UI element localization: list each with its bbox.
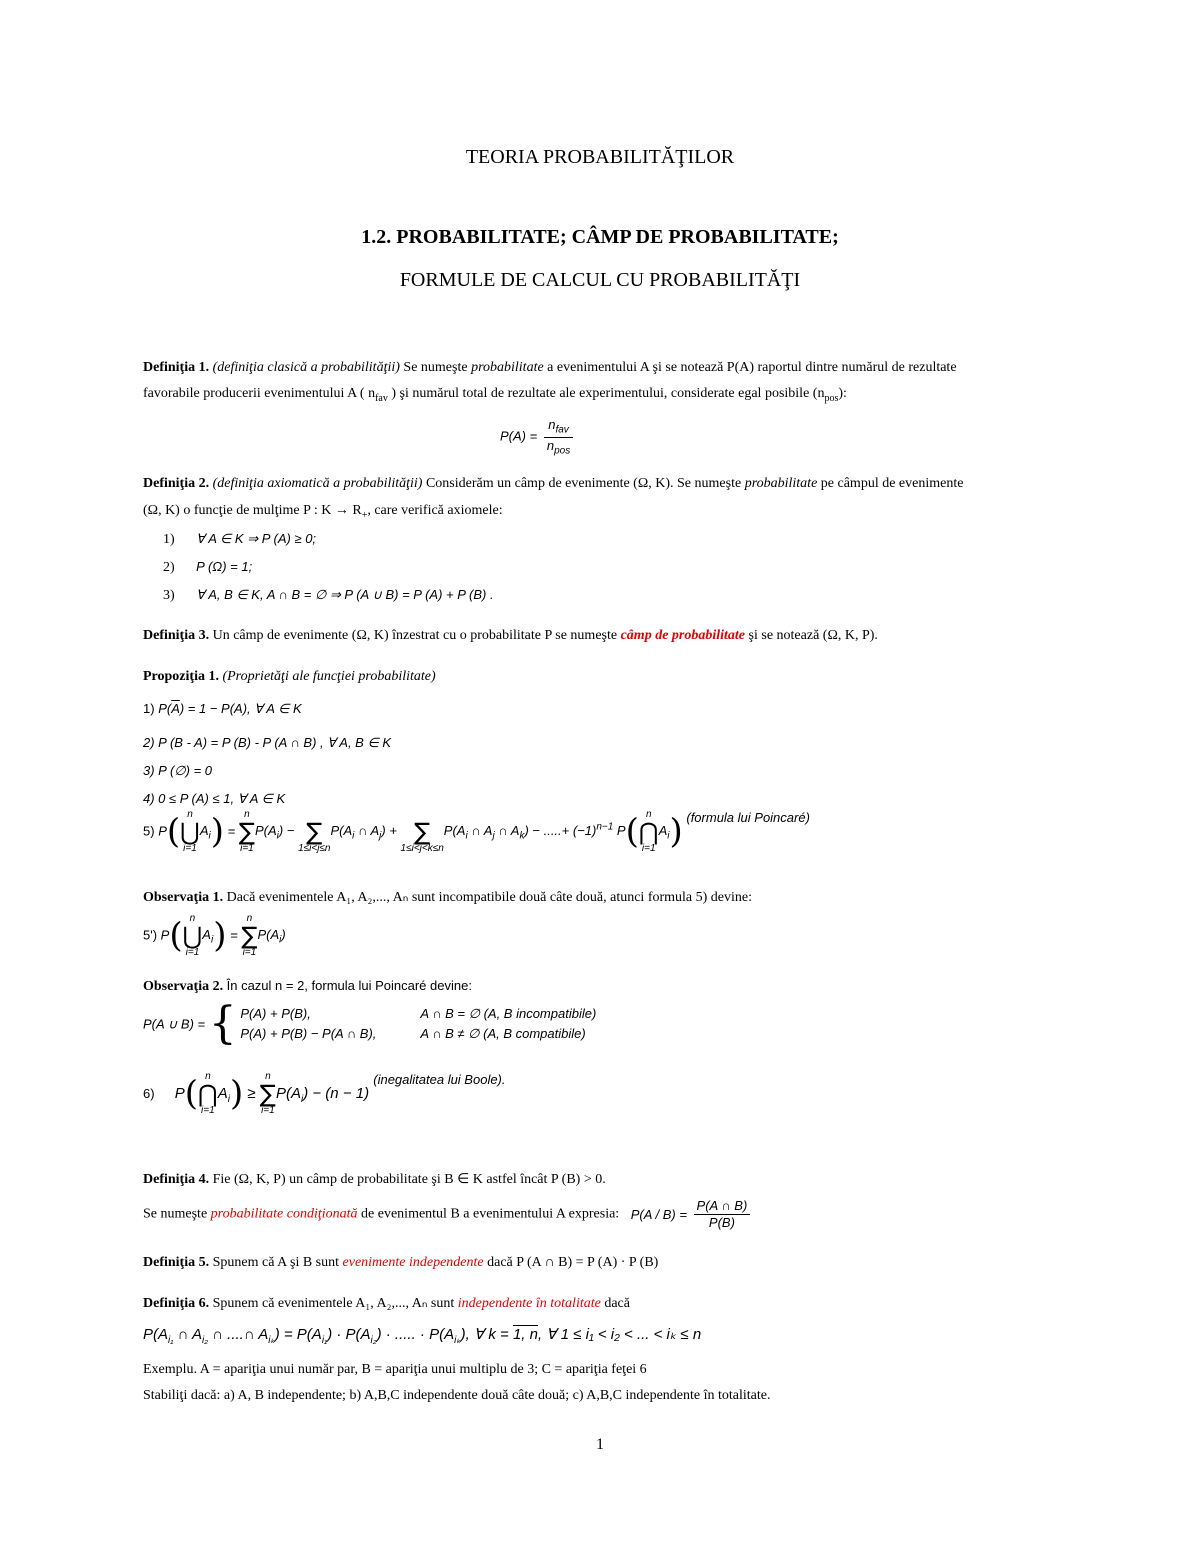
def1-sub-fav: fav — [375, 392, 388, 404]
example-line1: Exemplu. A = apariţia unui număr par, B = apariţia unui multiplu de 3; C = apariţia feţei 6 — [143, 1362, 647, 1377]
def1-sub-pos: pos — [824, 392, 839, 404]
prop1-item1 — [143, 701, 302, 717]
def2-axiom1 — [163, 531, 316, 549]
boole-inequality: 6) P( n ⋂ $i=1A_i) \ge n$ ∑ $i=1P(A_i) - (n - 1)$ (inegalitatea lui Boole). — [143, 1071, 506, 1116]
def4-line2-a: Se numeşte — [143, 1206, 208, 1222]
obs1-formula: 5') P( n ⋃ $i=1A_i) = n$ ∑ $i=1P(A_i)$ — [143, 913, 286, 958]
def1-line2-c: ): — [838, 386, 847, 401]
def1-paren: (definiţia clasică a probabilităţii) — [212, 360, 400, 375]
def2-line2-b: , care verifică axiomele: — [367, 503, 503, 518]
obs2-label: Observaţia 2. — [143, 979, 224, 994]
def2-line1 — [143, 476, 963, 493]
def3-text-a: Un câmp de evenimente (Ω, K) înzestrat cu o probabilitate P se numeşte — [212, 628, 618, 643]
def5-text-b: dacă P (A ∩ B) = P (A) · P (B) — [487, 1255, 659, 1270]
poincare-note: (formula lui Poincaré) — [686, 810, 810, 825]
obs1-label: Observaţia 1. — [143, 890, 224, 905]
section-heading-line1: 1.2. PROBABILITATE; CÂMP DE PROBABILITATE; — [361, 226, 839, 248]
def6-text-a: Spunem că evenimentele A₁, A₂,..., Aₙ sunt — [212, 1296, 455, 1311]
obs2-case1: P(A) + P(B), — [240, 1005, 311, 1021]
prop1-item1-a: P( — [158, 701, 172, 716]
def2-text-a: Considerăm un câmp de evenimente (Ω, K). Se numeşte — [425, 476, 742, 491]
def2-term: probabilitate — [744, 476, 818, 491]
def1-line2 — [143, 386, 847, 405]
def2-axiom2 — [163, 559, 252, 577]
obs2-case1-cond: A ∩ B = ∅ (A, B incompatibile) — [420, 1005, 597, 1021]
def4-text: Fie (Ω, K, P) un câmp de probabilitate şi B ∈ K astfel încât P (B) > 0. — [212, 1172, 606, 1187]
def4-label: Definiţia 4. — [143, 1172, 210, 1187]
def6-formula: $P(A_{i_1}$ ∩ $A_{i_2}$ ∩ ....∩ $A_{i_k}) = P(A_{i_1}) \cdot P(A_{i_2})$ · ..... · $P(A_{i_k})$, ∀ k = 1, n, ∀ 1 ≤ i₁ < i₂ < ... < iₖ ≤ n — [143, 1326, 702, 1346]
obs2-case2-cond: A ∩ B ≠ ∅ (A, B compatibile) — [420, 1026, 586, 1042]
axiom1-number: 1) — [163, 532, 175, 547]
axiom3-text: ∀ A, B ∈ K, A ∩ B = ∅ ⇒ P (A ∪ B) = P (A) + P (B) . — [196, 587, 494, 602]
def6-label: Definiţia 6. — [143, 1296, 210, 1311]
def3-text-b: şi se notează (Ω, K, P). — [748, 628, 878, 643]
def4-term: probabilitate condiţionată — [210, 1206, 358, 1222]
def1-formula-lhs: P(A) = — [500, 428, 538, 444]
def5-text-a: Spunem că A şi B sunt — [212, 1255, 340, 1270]
prop1-item1-num: 1) — [143, 701, 155, 716]
prop1-label: Propoziţia 1. — [143, 669, 219, 684]
def6-formula-c: ) · P(A — [327, 1326, 371, 1343]
def6-formula-b: ) = P(A — [274, 1326, 322, 1343]
def1-term: probabilitate — [471, 360, 544, 375]
def4-formula-num: P(A ∩ B) — [694, 1198, 751, 1215]
obs2-cases — [240, 1004, 596, 1046]
def3-term: câmp de probabilitate — [620, 628, 746, 643]
def1-line2-b: ) şi numărul total de rezultate ale experimentului, considerate egal posibile (n — [391, 386, 825, 401]
prop1-item5-poincare: 5) P( n ⋃ $i=1A_i) = n$ ∑ $i=1P(A_i)$ − ∑ $1\le i<j\le nP(A_i$ ∩ $A_j$) + ∑ $1\le i<j<k\le nP(A_i$ ∩ $A_j$ ∩ $A_k$) − .....+ $(-1)^{n-1}$ P( n ⋂ $i=1A_i$) (formula lui Poincaré) — [143, 809, 810, 854]
axiom3-number: 3) — [163, 588, 175, 603]
axiom2-text: P (Ω) = 1; — [196, 559, 253, 574]
def1-den: n — [546, 437, 555, 453]
prop1-paren: (Proprietăţi ale funcţiei probabilitate) — [222, 669, 436, 684]
def5-label: Definiţia 5. — [143, 1255, 210, 1270]
def4-formula — [630, 1198, 754, 1230]
def6-line — [143, 1296, 630, 1313]
section-heading-line2: FORMULE DE CALCUL CU PROBABILITĂŢI — [399, 269, 801, 291]
obs1-formula-num: 5') — [143, 927, 158, 943]
def6-formula-f: , ∀ 1 ≤ i₁ < i₂ < ... < iₖ ≤ n — [537, 1326, 702, 1343]
def4-line2-b: de evenimentul B a evenimentului A expresia: — [361, 1206, 620, 1222]
def5-term: evenimente independente — [342, 1255, 484, 1270]
example-line2: Stabiliţi dacă: a) A, B independente; b) A,B,C independente două câte două; c) A,B,C independente în totalitate. — [143, 1388, 771, 1403]
prop1-item1-b: ) = 1 − P(A), ∀ A ∈ K — [179, 701, 302, 716]
def1-formula — [500, 417, 576, 457]
obs1-line — [143, 890, 752, 907]
def6-text-b: dacă — [604, 1296, 630, 1311]
def6-term: independente în totalitate — [457, 1296, 601, 1311]
def2-text-b: pe câmpul de evenimente — [820, 476, 964, 491]
def1-fraction — [544, 417, 573, 457]
obs1-text: Dacă evenimentele A₁, A₂,..., Aₙ sunt incompatibile două câte două, atunci formula 5) devine: — [226, 890, 753, 905]
def4-formula-lhs: P(A / B) = — [630, 1206, 687, 1222]
prop1-item1-complement: $\overline{A}$ — [171, 701, 180, 716]
def1-label: Definiţia 1. — [143, 360, 210, 375]
def1-text-a: Se numeşte — [403, 360, 468, 375]
def2-label: Definiţia 2. — [143, 476, 210, 491]
def1-line2-a: favorabile producerii evenimentului A ( n — [143, 386, 376, 401]
def6-formula-k-range: 1, n — [512, 1326, 538, 1343]
def4-line1 — [143, 1172, 606, 1189]
def2-line2-sub: + — [361, 509, 368, 521]
def2-line2 — [143, 503, 503, 522]
obs2-cases-formula: P(A ∪ B) = { P(A) + P(B), A ∩ B = ∅ (A, B incompatibile) P(A) + P(B) − P(A ∩ B), A ∩ B ≠ ∅ (A, B compatibile) — [143, 998, 597, 1049]
obs2-text: În cazul n = 2, formula lui Poincaré devine: — [226, 978, 472, 993]
obs2-lhs: P(A ∪ B) = — [143, 1016, 206, 1032]
def4-formula-den: P(B) — [708, 1214, 735, 1230]
document-title: TEORIA PROBABILITĂŢILOR — [465, 146, 735, 168]
prop1-heading — [143, 669, 436, 686]
def1-den-sub: pos — [554, 445, 571, 457]
prop1-item3: 3) P (∅) = 0 — [143, 763, 212, 778]
def1-num-sub: fav — [555, 424, 569, 436]
def2-line2-a: (Ω, K) o funcţie de mulţime P : K → R — [143, 503, 362, 518]
def3-label: Definiţia 3. — [143, 628, 210, 643]
def2-paren: (definiţia axiomatică a probabilităţii) — [212, 476, 423, 491]
def4-line2 — [143, 1198, 753, 1230]
def6-formula-e: ), ∀ k = — [460, 1326, 509, 1343]
prop1-item5-num: 5) — [143, 823, 155, 839]
def1-num: n — [548, 417, 556, 432]
def5-line — [143, 1255, 658, 1272]
axiom1-text: ∀ A ∈ K ⇒ P (A) ≥ 0; — [196, 531, 317, 546]
prop1-item4: 4) 0 ≤ P (A) ≤ 1, ∀ A ∈ K — [143, 791, 286, 806]
page-number: 1 — [596, 1436, 604, 1453]
def1-text-b: a evenimentului A şi se notează P(A) raportul dintre numărul de rezultate — [547, 360, 957, 375]
def3-line — [143, 628, 878, 645]
prop1-item2: 2) P (B - A) = P (B) - P (A ∩ B) , ∀ A, B ∈ K — [143, 735, 392, 750]
obs2-line — [143, 978, 472, 996]
def6-formula-d: ) · ..... · P(A — [376, 1326, 455, 1343]
obs2-case2: P(A) + P(B) − P(A ∩ B), — [240, 1026, 377, 1042]
boole-num: 6) — [143, 1085, 155, 1101]
axiom2-number: 2) — [163, 560, 175, 575]
boole-note: (inegalitatea lui Boole). — [373, 1072, 506, 1087]
def1-line1 — [143, 360, 957, 377]
def2-axiom3 — [163, 587, 494, 605]
